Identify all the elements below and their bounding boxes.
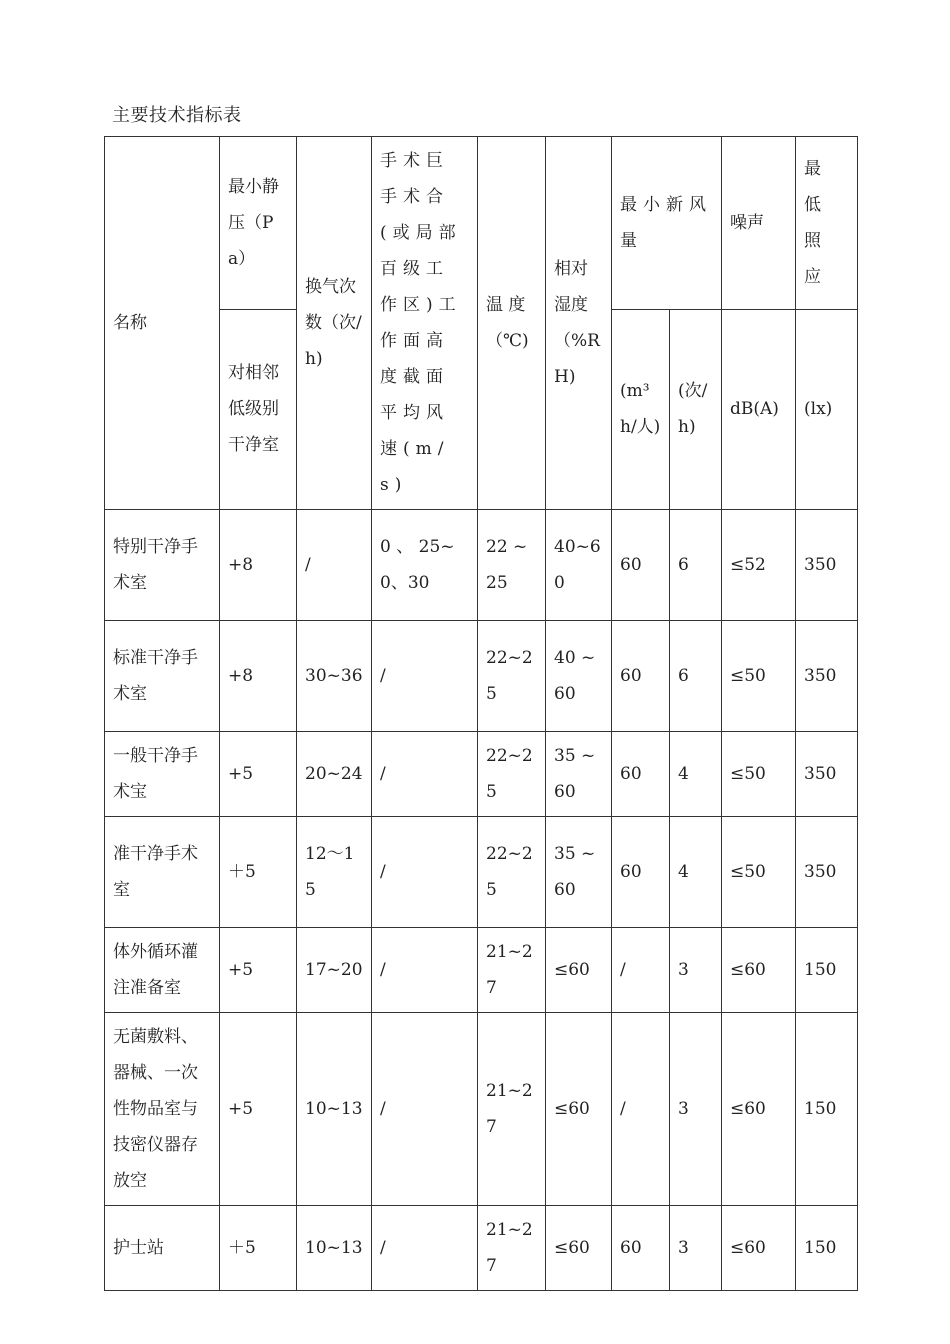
header-min-illuminance: 最低照应 [796, 137, 858, 310]
pressure: +8 [220, 510, 297, 621]
humidity: 40~60 [546, 510, 612, 621]
fresh-air-times: 4 [670, 732, 722, 817]
humidity: 35 ~60 [546, 817, 612, 928]
illuminance: 150 [796, 928, 858, 1013]
airflow: / [372, 817, 478, 928]
temperature: 22 ~25 [478, 510, 546, 621]
room-name: 一般干净手术宝 [105, 732, 220, 817]
room-name: 无菌敷料、器械、一次性物品室与技密仪器存放空 [105, 1013, 220, 1206]
pressure: +8 [220, 621, 297, 732]
fresh-air-per-person: 60 [612, 621, 670, 732]
fresh-air-times: 3 [670, 928, 722, 1013]
noise: ≤52 [722, 510, 796, 621]
noise: ≤60 [722, 1013, 796, 1206]
humidity: 35 ~60 [546, 732, 612, 817]
illuminance: 350 [796, 817, 858, 928]
fresh-air-times: 6 [670, 621, 722, 732]
room-name: 准干净手术室 [105, 817, 220, 928]
illuminance: 350 [796, 621, 858, 732]
temperature: 22~25 [478, 732, 546, 817]
technical-spec-table [104, 136, 858, 1291]
header-fresh-air-times: (次/h) [670, 309, 722, 509]
temperature: 21~27 [478, 928, 546, 1013]
noise: ≤60 [722, 928, 796, 1013]
pressure: +5 [220, 928, 297, 1013]
pressure: ＋5 [220, 817, 297, 928]
air-change: 20~24 [297, 732, 372, 817]
header-min-static-pressure: 最小静压（Pa） [220, 137, 297, 310]
temperature: 22~25 [478, 817, 546, 928]
header-fresh-air-per-person: (m³h/人) [612, 309, 670, 509]
noise: ≤50 [722, 621, 796, 732]
temperature: 21~27 [478, 1013, 546, 1206]
header-adjacent-lower-clean: 对相邻低级别干净室 [220, 309, 297, 509]
table-row [105, 510, 858, 621]
airflow: / [372, 1206, 478, 1291]
humidity: ≤60 [546, 1206, 612, 1291]
header-humidity: 相对湿度（%RH) [546, 137, 612, 510]
temperature: 22~25 [478, 621, 546, 732]
table-row [105, 732, 858, 817]
illuminance: 150 [796, 1206, 858, 1291]
fresh-air-times: 3 [670, 1013, 722, 1206]
airflow: / [372, 732, 478, 817]
air-change: 12～15 [297, 817, 372, 928]
room-name: 特别干净手术室 [105, 510, 220, 621]
noise: ≤50 [722, 732, 796, 817]
humidity: 40 ~60 [546, 621, 612, 732]
air-change: 10~13 [297, 1013, 372, 1206]
fresh-air-per-person: 60 [612, 510, 670, 621]
fresh-air-times: 4 [670, 817, 722, 928]
airflow: 0 、 25~0、30 [372, 510, 478, 621]
illuminance: 150 [796, 1013, 858, 1206]
room-name: 标准干净手术室 [105, 621, 220, 732]
table-row [105, 1013, 858, 1206]
header-noise-unit: dB(A) [722, 309, 796, 509]
fresh-air-times: 3 [670, 1206, 722, 1291]
airflow: / [372, 621, 478, 732]
header-surgery-airflow: 手术巨手术合(或局部百级工作区)工作面高度截面平均风速(m/s) [372, 137, 478, 510]
air-change: 17~20 [297, 928, 372, 1013]
fresh-air-per-person: 60 [612, 732, 670, 817]
pressure: +5 [220, 732, 297, 817]
room-name: 体外循环灌注准备室 [105, 928, 220, 1013]
table-row [105, 1206, 858, 1291]
page-title: 主要技术指标表 [112, 105, 242, 126]
humidity: ≤60 [546, 928, 612, 1013]
noise: ≤60 [722, 1206, 796, 1291]
illuminance: 350 [796, 732, 858, 817]
air-change: 10~13 [297, 1206, 372, 1291]
air-change: 30~36 [297, 621, 372, 732]
header-name: 名称 [105, 137, 220, 510]
header-temperature: 温 度（℃) [478, 137, 546, 510]
table-row [105, 817, 858, 928]
fresh-air-per-person: 60 [612, 1206, 670, 1291]
pressure: +5 [220, 1013, 297, 1206]
header-noise: 噪声 [722, 137, 796, 310]
header-min-fresh-air: 最小新风量 [612, 137, 722, 310]
fresh-air-per-person: 60 [612, 817, 670, 928]
airflow: / [372, 1013, 478, 1206]
fresh-air-per-person: / [612, 928, 670, 1013]
humidity: ≤60 [546, 1013, 612, 1206]
illuminance: 350 [796, 510, 858, 621]
table-row [105, 621, 858, 732]
pressure: ＋5 [220, 1206, 297, 1291]
air-change: / [297, 510, 372, 621]
header-illuminance-unit: (lx) [796, 309, 858, 509]
fresh-air-times: 6 [670, 510, 722, 621]
noise: ≤50 [722, 817, 796, 928]
table-row [105, 928, 858, 1013]
temperature: 21~27 [478, 1206, 546, 1291]
fresh-air-per-person: / [612, 1013, 670, 1206]
airflow: / [372, 928, 478, 1013]
header-air-change: 换气次数（次/h) [297, 137, 372, 510]
header-row-1 [105, 137, 858, 310]
room-name: 护士站 [105, 1206, 220, 1291]
